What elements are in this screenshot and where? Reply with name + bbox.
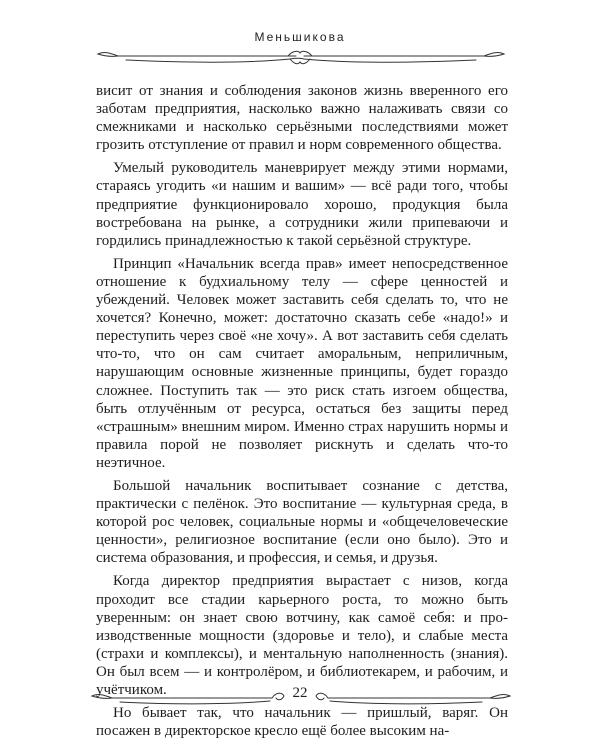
body-text [96,82,508,745]
top-ornament-flourish [0,47,600,69]
running-title: Меньшикова [254,30,346,44]
paragraph: Но бывает так, что начальник — пришлый, варяг. Он посажен в директорское кресло ещё более высоким на- [96,705,508,740]
paragraph: Большой начальник воспитывает сознание с детства, практически с пелёнок. Это воспитание — культурная среда, в которой рос человек, социальные нормы и «общечеловеческие ценности», религиозное воспитание (если оно было). Это и система образования, и профессия, и семья, и друзья. [96,477,508,567]
paragraph: Принцип «Начальник всегда прав» имеет непосредственное отношение к будхиальному телу — сфере ценностей и убеждений. Человек может заставить себя сделать то, что не хочется? Конечно, может: достаточно сказать себе «надо!» и переступить через своё «не хочу». А вот заставить себя сделать что-то, что он сам считает аморальным, неприличным, нарушающим основные жизненные принципы, будет гораздо сложнее. Поступить так — это риск стать изгоем общества, быть отлучённым от ресурса, остаться без защиты перед «страшным» внешним миром. Именно страх нарушить нормы и правила порой не позволяет рискнуть и сделать что-то неэтичное. [96,255,508,471]
paragraph: висит от знания и соблюдения законов жизнь вверенного его заботам предприятия, насколько важно налаживать связи со смежниками и насколько серьёзными последствиями может грозить отступление от правил и норм современного общества. [96,83,508,154]
page-number: 22 [292,685,308,701]
paragraph: Умелый руководитель маневрирует между этими нормами, стараясь угодить «и нашим и вашим» — всё ради того, чтобы предприятие функционировало хорошо, продукция была востребована на рынке, а сотрудники жили припеваючи и гордились принадлежностью к такой серьёзной структуре. [96,160,508,249]
paragraph: Когда директор предприятия вырастает с низов, когда проходит все стадии карьерного роста, то можно быть уверенным: он знает свою вотчину, как самоё себя: и производственные мощности (здоровье и тело), и слабые места (страхи и комплексы), и ментальную наполненность (знания). Он был всем — и контролёром, и библиотекарем, и рабочим, и учётчиком. [96,573,508,698]
